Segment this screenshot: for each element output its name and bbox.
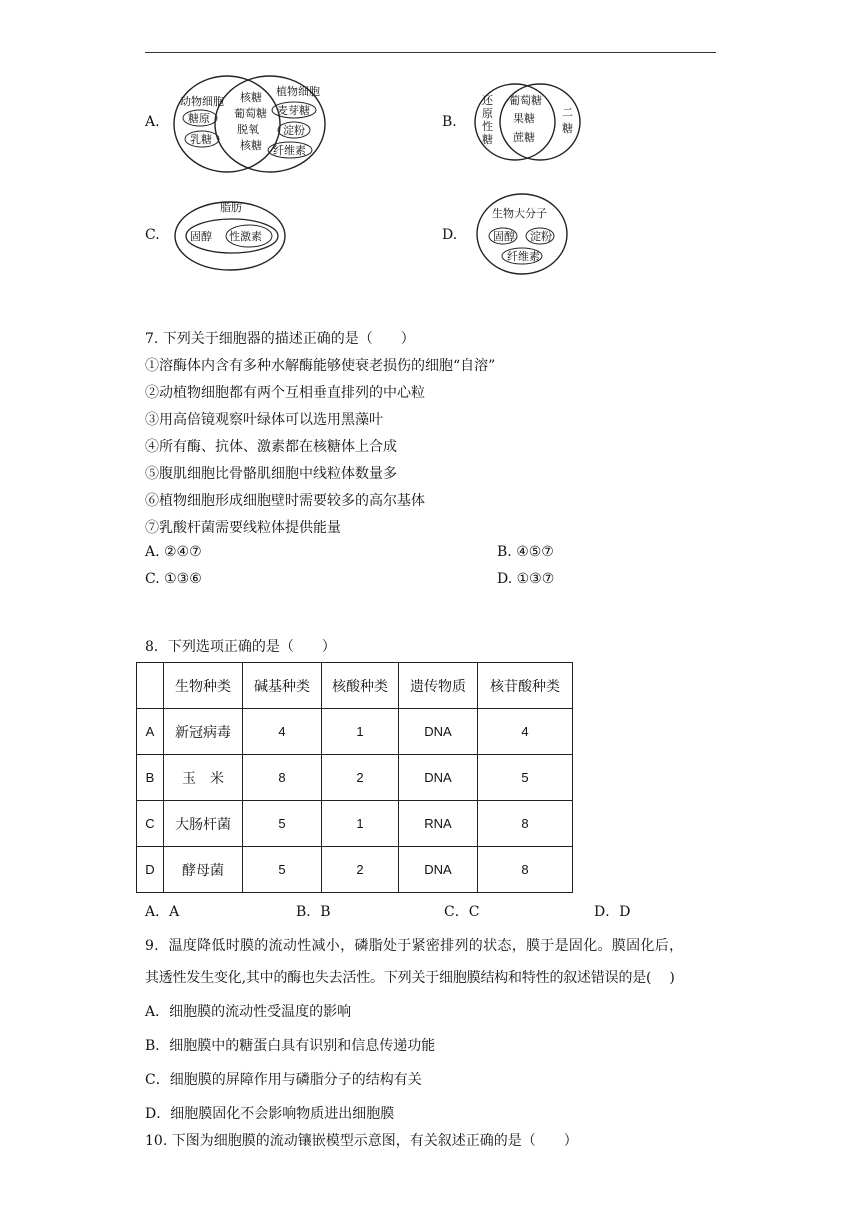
- table-cell: DNA: [399, 755, 478, 801]
- q9-option-b[interactable]: B．细胞膜中的糖蛋白具有识别和信息传递功能: [145, 1038, 436, 1054]
- table-cell: DNA: [399, 847, 478, 893]
- table-cell: 8: [243, 755, 322, 801]
- q7-statement: ④所有酶、抗体、激素都在核糖体上合成: [145, 439, 397, 455]
- q7-option-d[interactable]: D. ①③⑦: [497, 571, 555, 587]
- q9-option-c[interactable]: C．细胞膜的屏障作用与磷脂分子的结构有关: [145, 1072, 422, 1088]
- venn-a-right-label: 植物细胞: [276, 85, 320, 98]
- venn-b-right-label: 二: [562, 106, 573, 119]
- table-cell: D: [137, 847, 164, 893]
- q8-option-a[interactable]: A．A: [145, 904, 180, 920]
- table-cell: RNA: [399, 801, 478, 847]
- table-header-row: [137, 663, 573, 709]
- table-cell: 1: [322, 801, 399, 847]
- q8-stem: 8．下列选项正确的是（ ）: [145, 639, 336, 655]
- table-cell: 8: [478, 801, 573, 847]
- venn-a-center-item: 葡萄糖: [234, 107, 267, 120]
- venn-d-outer-label: 生物大分子: [492, 207, 547, 220]
- venn-a-center-item: 核糖: [240, 91, 262, 104]
- q7-option-a[interactable]: A. ②④⑦: [145, 544, 202, 560]
- venn-b-left-label: 性: [482, 120, 493, 133]
- table-header-cell: 生物种类: [164, 663, 243, 709]
- q8-option-d[interactable]: D．D: [594, 904, 631, 920]
- venn-d-item: 固醇: [493, 230, 515, 243]
- table-cell: 玉 米: [164, 755, 243, 801]
- venn-b-right-label: 糖: [562, 122, 573, 135]
- table-cell: DNA: [399, 709, 478, 755]
- venn-b-left-label: 原: [482, 107, 493, 120]
- option-b-letter: B.: [442, 114, 457, 130]
- venn-c-outer-label: 脂肪: [220, 201, 242, 214]
- table-row: [137, 801, 573, 847]
- venn-a-left-label: 动物细胞: [180, 95, 224, 108]
- table-cell: B: [137, 755, 164, 801]
- table-cell: 2: [322, 755, 399, 801]
- venn-c-item: 固醇: [190, 230, 212, 243]
- q7-statement: ②动植物细胞都有两个互相垂直排列的中心粒: [145, 385, 425, 401]
- table-row: [137, 755, 573, 801]
- venn-b-left-label: 还: [482, 94, 493, 107]
- q7-statement: ⑤腹肌细胞比骨骼肌细胞中线粒体数量多: [145, 466, 397, 482]
- venn-d-item: 纤维素: [507, 250, 540, 263]
- venn-c-item: 性激素: [229, 230, 262, 243]
- table-row: [137, 709, 573, 755]
- q9-option-d[interactable]: D．细胞膜固化不会影响物质进出细胞膜: [145, 1106, 395, 1122]
- venn-a-right-item: 淀粉: [283, 124, 305, 137]
- table-cell: 2: [322, 847, 399, 893]
- q7-option-b[interactable]: B. ④⑤⑦: [497, 544, 554, 560]
- venn-a-right-item: 纤维素: [273, 144, 306, 157]
- venn-diagram-d: [472, 190, 572, 278]
- table-row: [137, 847, 573, 893]
- header-rule: [145, 52, 716, 53]
- table-cell: C: [137, 801, 164, 847]
- option-a-letter: A.: [145, 114, 160, 130]
- venn-a-right-item: 麦芽糖: [277, 104, 310, 117]
- venn-d-item: 淀粉: [530, 230, 552, 243]
- option-c-letter: C.: [145, 227, 160, 243]
- venn-a-left-item: 乳糖: [190, 133, 212, 146]
- q9-stem-line2: 其透性发生变化,其中的酶也失去活性。下列关于细胞膜结构和特性的叙述错误的是( ): [145, 970, 675, 986]
- table-cell: 1: [322, 709, 399, 755]
- venn-b-center-item: 蔗糖: [513, 131, 535, 144]
- table-cell: 4: [478, 709, 573, 755]
- q8-option-b[interactable]: B．B: [296, 904, 331, 920]
- table-header-cell: [137, 663, 164, 709]
- table-cell: A: [137, 709, 164, 755]
- q7-statement: ⑦乳酸杆菌需要线粒体提供能量: [145, 520, 341, 536]
- venn-a-left-item: 糖原: [188, 112, 210, 125]
- venn-a-center-item: 核糖: [240, 139, 262, 152]
- q7-statement: ⑥植物细胞形成细胞壁时需要较多的高尔基体: [145, 493, 425, 509]
- venn-a-center-item: 脱氧: [237, 123, 259, 136]
- q9-option-a[interactable]: A．细胞膜的流动性受温度的影响: [145, 1004, 352, 1020]
- table-cell: 5: [243, 801, 322, 847]
- q9-stem-line1: 9．温度降低时膜的流动性减小，磷脂处于紧密排列的状态，膜于是固化。膜固化后，: [145, 938, 684, 954]
- q10-stem: 10. 下图为细胞膜的流动镶嵌模型示意图，有关叙述正确的是（ ）: [145, 1133, 578, 1149]
- table-header-cell: 核酸种类: [322, 663, 399, 709]
- q7-statement: ③用高倍镜观察叶绿体可以选用黑藻叶: [145, 412, 383, 428]
- table-header-cell: 核苷酸种类: [478, 663, 573, 709]
- venn-b-center-item: 果糖: [513, 112, 535, 125]
- q7-statement: ①溶酶体内含有多种水解酶能够使衰老损伤的细胞“自溶”: [145, 358, 496, 374]
- table-cell: 酵母菌: [164, 847, 243, 893]
- table-cell: 8: [478, 847, 573, 893]
- table-cell: 4: [243, 709, 322, 755]
- q8-table: [136, 662, 573, 893]
- table-header-cell: 碱基种类: [243, 663, 322, 709]
- table-cell: 5: [243, 847, 322, 893]
- table-cell: 新冠病毒: [164, 709, 243, 755]
- venn-diagram-b: [470, 80, 585, 166]
- table-header-cell: 遗传物质: [399, 663, 478, 709]
- venn-b-left-label: 糖: [482, 133, 493, 146]
- table-cell: 大肠杆菌: [164, 801, 243, 847]
- option-d-letter: D.: [442, 227, 458, 243]
- venn-diagram-c: [172, 196, 292, 278]
- venn-b-center-item: 葡萄糖: [509, 94, 542, 107]
- table-cell: 5: [478, 755, 573, 801]
- q7-option-c[interactable]: C. ①③⑥: [145, 571, 202, 587]
- venn-diagram-a: [170, 72, 330, 176]
- q8-option-c[interactable]: C．C: [444, 904, 480, 920]
- q7-stem: 7. 下列关于细胞器的描述正确的是（ ）: [145, 331, 415, 347]
